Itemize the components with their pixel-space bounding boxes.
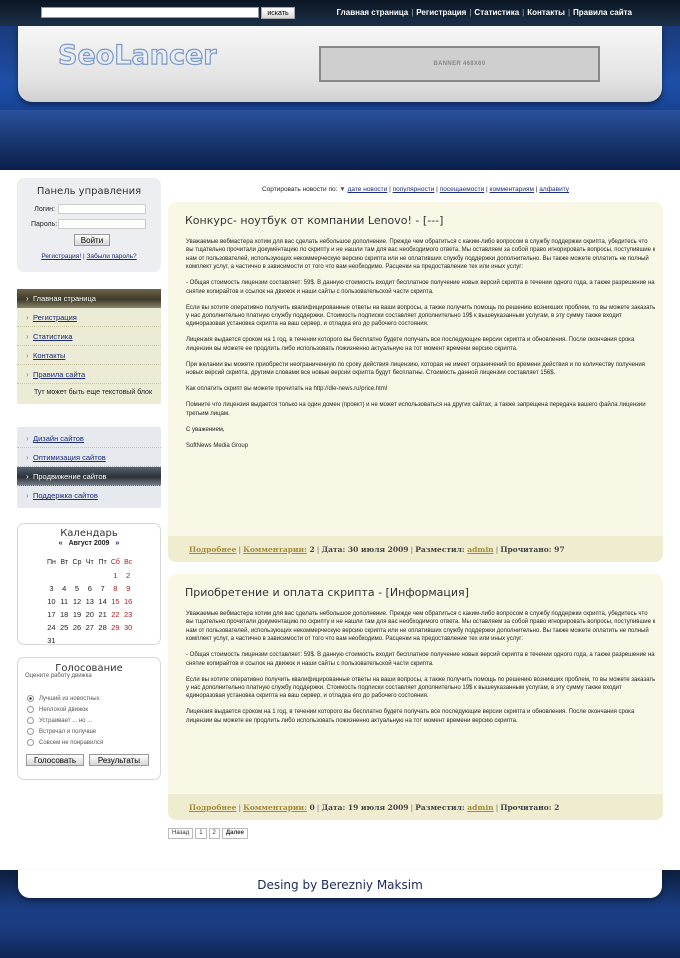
- arrow-icon: ›: [26, 332, 29, 341]
- footer: [18, 870, 662, 898]
- services-menu: [17, 427, 161, 508]
- calendar-day: [71, 569, 84, 582]
- calendar-day[interactable]: 1: [113, 571, 118, 580]
- pager-next[interactable]: Далее: [222, 828, 248, 839]
- login-row: [17, 204, 161, 216]
- calendar-day[interactable]: 6: [87, 584, 92, 593]
- calendar-panel: [17, 523, 161, 645]
- calendar-day[interactable]: 30: [124, 623, 133, 632]
- post-info-bar: Подробнее | Комментарии: 2 | Дата: 30 июля 2009 | Разместил: admin | Прочитано: 97: [168, 536, 663, 562]
- menu-item-home[interactable]: › Главная страница: [17, 289, 161, 308]
- calendar-day[interactable]: 13: [85, 597, 94, 606]
- arrow-icon: ›: [26, 294, 29, 303]
- calendar-day[interactable]: 9: [126, 584, 131, 593]
- nav-statistics[interactable]: Статистика: [474, 8, 520, 17]
- calendar-day[interactable]: 26: [72, 623, 82, 632]
- radio-icon[interactable]: [27, 706, 34, 713]
- calendar-week: [45, 595, 135, 608]
- calendar-day[interactable]: 11: [60, 597, 69, 606]
- vote-button[interactable]: Голосовать: [26, 754, 84, 766]
- calendar-day[interactable]: 10: [47, 597, 56, 606]
- menu-item-design[interactable]: › Дизайн сайтов: [17, 429, 161, 448]
- calendar-day[interactable]: 18: [60, 610, 69, 619]
- post-info-bar: Подробнее | Комментарии: 0 | Дата: 19 июля 2009 | Разместил: admin | Прочитано: 2: [168, 794, 663, 820]
- calendar-day: [122, 634, 135, 647]
- calendar-day[interactable]: 4: [62, 584, 67, 593]
- calendar-week: [45, 608, 135, 621]
- news-post: [168, 574, 663, 820]
- arrow-icon: ›: [26, 434, 29, 443]
- calendar-day[interactable]: 7: [100, 584, 105, 593]
- arrow-icon: ›: [26, 472, 29, 481]
- calendar-day[interactable]: 29: [111, 623, 120, 632]
- calendar-day[interactable]: 27: [85, 623, 94, 632]
- calendar-day[interactable]: 24: [47, 623, 56, 632]
- sort-arrow-icon: ▼: [339, 186, 346, 193]
- calendar-day[interactable]: 21: [98, 610, 107, 619]
- poll-option[interactable]: Встречал и получше: [27, 728, 96, 735]
- menu-item-register[interactable]: › Регистрация: [17, 308, 161, 327]
- view-count: 97: [554, 545, 565, 554]
- top-navigation: Главная страница | Регистрация | Статистика | Контакты | Правила сайта: [336, 8, 632, 17]
- sort-by-visits[interactable]: посещаемости: [439, 186, 485, 193]
- menu-note: Тут может быть еще текстовый блок: [34, 389, 153, 396]
- sort-by-comments[interactable]: комментариям: [489, 186, 534, 193]
- calendar-weekday: Вт: [60, 559, 69, 566]
- poll-question: Оцените работу движка: [25, 673, 92, 679]
- pager-page[interactable]: 2: [209, 828, 220, 839]
- calendar-weekday: Пт: [98, 559, 107, 566]
- menu-item-statistics[interactable]: › Статистика: [17, 327, 161, 346]
- arrow-icon: ›: [26, 491, 29, 500]
- login-panel-title: Панель управления: [36, 186, 142, 197]
- calendar-day[interactable]: 31: [47, 636, 56, 645]
- poll-option[interactable]: Лучший из новостных: [27, 695, 100, 702]
- poll-option[interactable]: Совсем не понравился: [27, 739, 103, 746]
- header-shade: [0, 110, 680, 170]
- post-date: 30 июля 2009: [347, 545, 409, 554]
- search-input[interactable]: [41, 7, 259, 18]
- post-body: Уважаемые вебмастера хотим для вас сделать небольшое дополнение. Прежде чем обратиться с каким-либо вопросом в службу поддержки скрипта, убедитесь что вы тщательно прочитали документацию по скрипту и не нашли там для вас необходимого ответа. Мы оставляем за собой право игнорировать вопросы, поступившие к нам от пользователей, использующих некоммерческую версию скрипта или не оплативших службу поддержки дополнительно. Вы также можете оплатить не полный комплект услуг, а частично в зависимости от того что вам необходимо. Расценки на предоставление тех или иных услуг: - Общая стоимость лицензии составляет: 59$. В данную стоимость входит бесплатное получение новых версий скрипта в течении одного года, а также разрешение на снятие копирайтов и ссылок на движок и наши сайты с пользовательской части скрипта. Если вы хотите оперативно получить квалифицированные ответы на ваши вопросы, а также получить помощь по решению возникших проблем, то вы можете заказать у нас дополнительно платную службу поддержки. Стоимость подписки составляет дополнительно 19$ к вышеуказанным услугам, в эту сумму также входит единоразовая установка скрипта на ваш сервер, и отладка его до рабочего состояния. Лицензия выдается сроком на 1 год, в течении которого вы бесплатно будете получать все последующие версии скрипта и обновления. После окончания срока лицензии вы можете ее продлить либо использовать пожизненно актуальную на тот момент времени версию скрипта. При желании вы можете приобрести неограниченную по сроку действия лицензию, которая не имеет ограничений по времени действия и по количеству получения новых версий скрипта, другими словами все новые версии скрипта будут бесплатны. Стоимость данной лицензии составляет 156$. Как оплатить скрипт вы можете прочитать на http://dle-news.ru/price.html Помните что лицензия выдается только на один домен (проект) и не может использоваться на других сайтах, а также запрещена передача вашего файла лицензии третьим лицам. С уважением, SoftNews Media Group: [186, 239, 656, 449]
- nav-contacts[interactable]: Контакты: [527, 8, 565, 17]
- login-links: Регистрация! | Забыли пароль?: [41, 253, 137, 260]
- footer-credit: Desing by Berezniy Maksim: [257, 878, 423, 892]
- calendar-week: [45, 621, 135, 634]
- login-panel: [17, 178, 161, 272]
- poll-option[interactable]: Неплохой движок: [27, 706, 88, 713]
- arrow-icon: ›: [26, 313, 29, 322]
- post-title[interactable]: Приобретение и оплата скрипта - [Информация]: [185, 586, 469, 599]
- calendar-day: [58, 569, 71, 582]
- calendar-nav: [18, 540, 160, 547]
- calendar-day[interactable]: 15: [111, 597, 120, 606]
- forgot-password-link[interactable]: Забыли пароль?: [86, 253, 137, 260]
- radio-icon[interactable]: [27, 717, 34, 724]
- calendar-weekday: Вс: [124, 559, 133, 566]
- calendar-grid: [45, 556, 135, 647]
- login-button[interactable]: Войти: [74, 234, 110, 246]
- site-logo[interactable]: SeoLancer: [58, 40, 217, 71]
- calendar-day[interactable]: 16: [124, 597, 133, 606]
- arrow-icon: ›: [26, 351, 29, 360]
- calendar-day[interactable]: 17: [47, 610, 56, 619]
- calendar-weekday: Пн: [46, 559, 56, 566]
- calendar-month: Август 2009: [68, 540, 110, 547]
- calendar-week: [45, 634, 135, 647]
- register-link[interactable]: Регистрация!: [41, 253, 82, 260]
- login-input[interactable]: [58, 204, 146, 214]
- post-title[interactable]: Конкурс- ноутбук от компании Lenovo! - [---]: [185, 214, 444, 227]
- read-more-link[interactable]: Подробнее: [189, 803, 237, 812]
- menu-item-contacts[interactable]: › Контакты: [17, 346, 161, 365]
- calendar-day[interactable]: 20: [85, 610, 94, 619]
- banner-placeholder[interactable]: BANNER 468X60: [319, 46, 600, 82]
- search-button[interactable]: искать: [261, 7, 295, 19]
- calendar-weekday: Чт: [85, 559, 94, 566]
- calendar-day[interactable]: 25: [60, 623, 69, 632]
- author-link[interactable]: admin: [467, 803, 494, 812]
- sort-by-date[interactable]: дате новости: [347, 186, 388, 193]
- sort-by-alphabet[interactable]: алфавиту: [539, 186, 570, 193]
- password-row: [17, 219, 161, 231]
- radio-icon[interactable]: [27, 739, 34, 746]
- main-menu: [17, 289, 161, 404]
- read-more-link[interactable]: Подробнее: [189, 545, 237, 554]
- header-panel: [18, 26, 662, 102]
- calendar-day: [96, 569, 109, 582]
- radio-icon[interactable]: [27, 728, 34, 735]
- menu-item-rules[interactable]: › Правила сайта: [17, 365, 161, 384]
- top-bar: [0, 0, 680, 26]
- nav-register[interactable]: Регистрация: [416, 8, 467, 17]
- calendar-week: [45, 582, 135, 595]
- comments-link[interactable]: Комментарии:: [243, 803, 307, 812]
- calendar-day: [45, 569, 58, 582]
- calendar-prev-button[interactable]: «: [58, 540, 63, 547]
- pager-prev[interactable]: Назад: [168, 828, 193, 839]
- calendar-day[interactable]: 28: [98, 623, 107, 632]
- calendar-weekdays: [45, 556, 135, 569]
- view-count: 2: [554, 803, 560, 812]
- poll-title: Голосование: [55, 663, 123, 674]
- calendar-day: [109, 634, 122, 647]
- results-button[interactable]: Результаты: [89, 754, 149, 766]
- sort-label: Сортировать новости по:: [261, 186, 338, 193]
- poll-panel: [17, 657, 161, 780]
- sort-by-popularity[interactable]: популярности: [392, 186, 435, 193]
- calendar-title: Календарь: [60, 528, 118, 539]
- calendar-day: [83, 569, 96, 582]
- menu-item-promotion[interactable]: › Продвижение сайтов: [17, 467, 161, 486]
- password-input[interactable]: [58, 219, 146, 229]
- calendar-day: [58, 634, 71, 647]
- post-date: 19 июля 2009: [347, 803, 409, 812]
- nav-rules[interactable]: Правила сайта: [573, 8, 632, 17]
- calendar-day: [96, 634, 109, 647]
- calendar-day[interactable]: 22: [111, 610, 120, 619]
- post-body: Уважаемые вебмастера хотим для вас сделать небольшое дополнение. Прежде чем обратиться с каким-либо вопросом в службу поддержки скрипта, убедитесь что вы тщательно прочитали документацию по скрипту и не нашли там для вас необходимого ответа. Мы оставляем за собой право игнорировать вопросы, поступившие к нам от пользователей, использующих некоммерческую версию скрипта или не оплативших службу поддержки дополнительно. Вы также можете оплатить не полный комплект услуг, а частично в зависимости от того что вам необходимо. Расценки на предоставление тех или иных услуг: - Общая стоимость лицензии составляет: 59$. В данную стоимость входит бесплатное получение новых версий скрипта в течении одного года, а также разрешение на снятие копирайтов и ссылок на движок и наши сайты с пользовательской части скрипта. Если вы хотите оперативно получить квалифицированные ответы на ваши вопросы, а также получить помощь по решению возникших проблем, то вы можете заказать у нас дополнительно платную службу поддержки. Стоимость подписки составляет дополнительно 19$ к вышеуказанным услугам, в эту сумму также входит единоразовая установка скрипта на ваш сервер, и отладка его до рабочего состояния. Лицензия выдается сроком на 1 год, в течении которого вы бесплатно будете получать все последующие версии скрипта и обновления. После окончания срока лицензии вы можете ее продлить либо использовать пожизненно актуальную на тот момент времени версию скрипта.: [186, 611, 656, 724]
- poll-option[interactable]: Устраивает ... но ...: [27, 717, 92, 724]
- calendar-day[interactable]: 14: [98, 597, 107, 606]
- news-post: [168, 202, 663, 562]
- calendar-week: [45, 569, 135, 582]
- password-label: Пароль:: [31, 221, 58, 228]
- calendar-day[interactable]: 23: [124, 610, 133, 619]
- menu-item-optimization[interactable]: › Оптимизация сайтов: [17, 448, 161, 467]
- calendar-day[interactable]: 5: [74, 584, 80, 593]
- calendar-day: [71, 634, 84, 647]
- calendar-day[interactable]: 19: [72, 610, 82, 619]
- calendar-day: [83, 634, 96, 647]
- login-label: Логин:: [34, 206, 55, 213]
- pagination: [168, 828, 248, 839]
- calendar-day[interactable]: 2: [126, 571, 131, 580]
- calendar-weekday: Сб: [110, 559, 120, 566]
- comments-link[interactable]: Комментарии:: [243, 545, 307, 554]
- nav-home[interactable]: Главная страница: [336, 8, 409, 17]
- pager-page[interactable]: 1: [195, 828, 206, 839]
- radio-selected-icon[interactable]: [27, 695, 34, 702]
- calendar-day[interactable]: 3: [49, 584, 54, 593]
- calendar-next-button[interactable]: »: [115, 540, 120, 547]
- calendar-weekday: Ср: [72, 559, 82, 566]
- menu-item-support[interactable]: › Поддержка сайтов: [17, 486, 161, 505]
- arrow-icon: ›: [26, 370, 29, 379]
- author-link[interactable]: admin: [467, 545, 494, 554]
- sort-bar: Сортировать новости по: ▼ дате новости | популярности | посещаемости | комментариям | алфавиту: [261, 186, 570, 193]
- calendar-day[interactable]: 12: [72, 597, 82, 606]
- calendar-day[interactable]: 8: [113, 584, 118, 593]
- arrow-icon: ›: [26, 453, 29, 462]
